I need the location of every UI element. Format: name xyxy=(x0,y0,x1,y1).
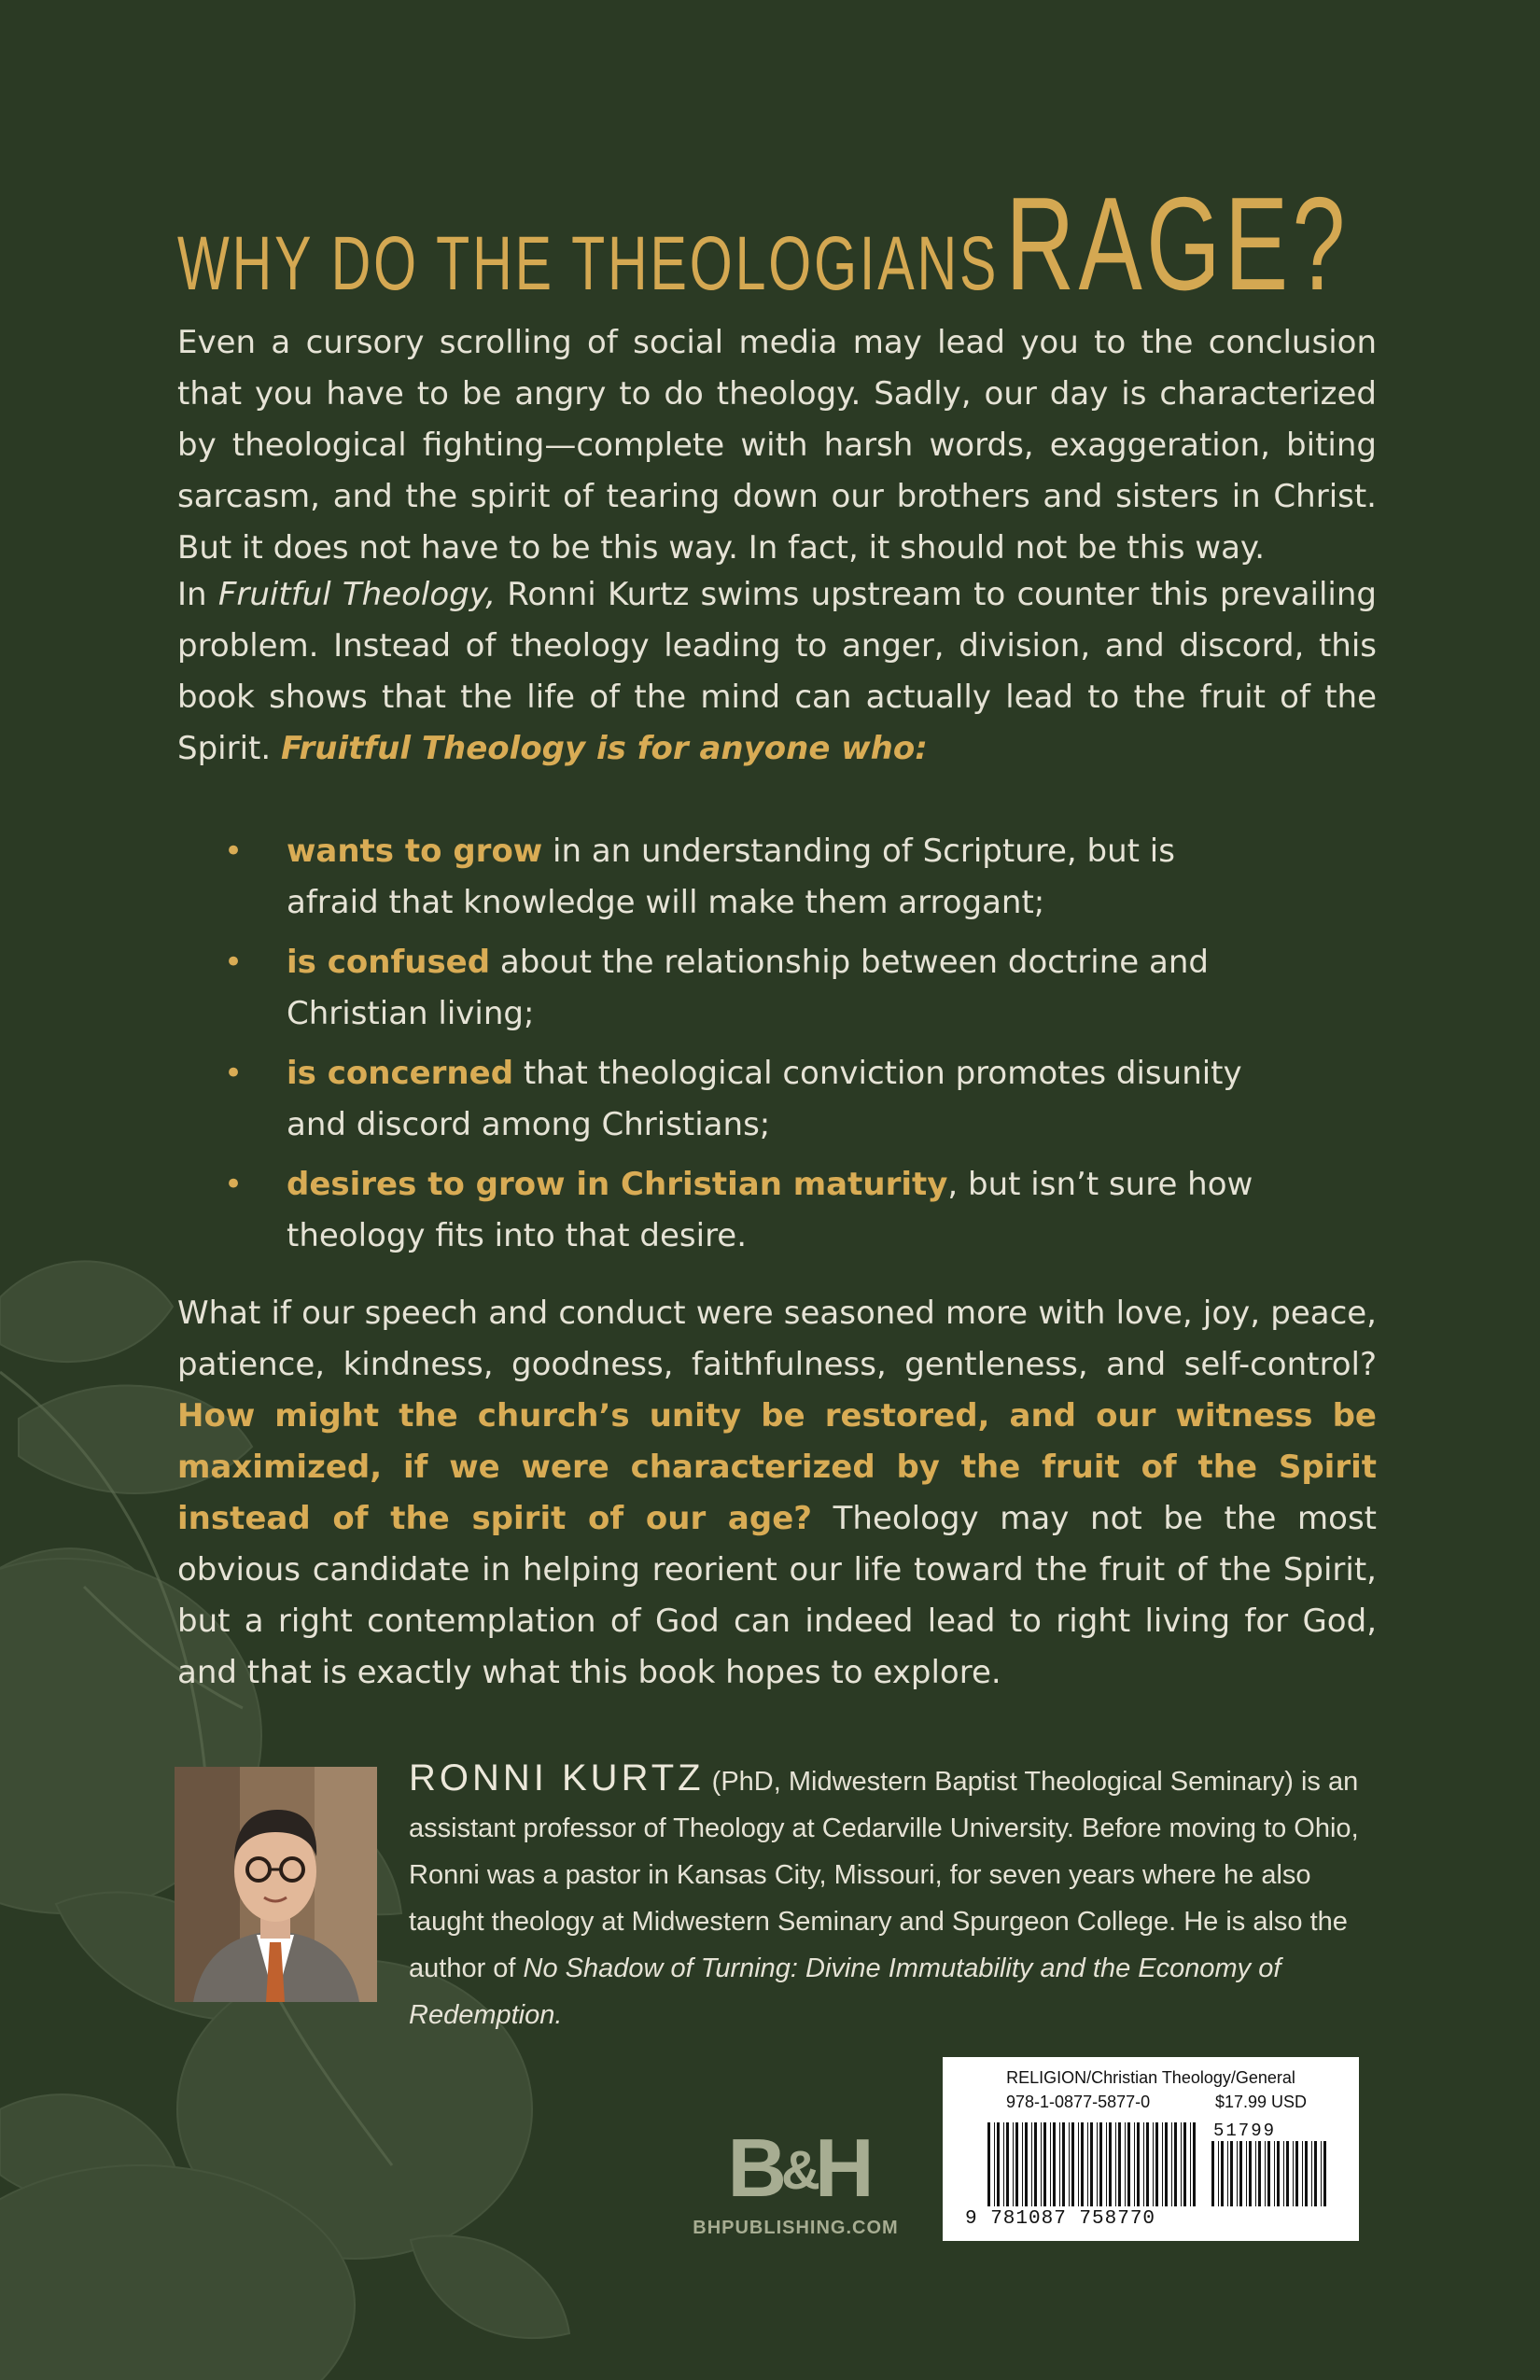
barcode-isbn: 978-1-0877-5877-0 xyxy=(1006,2093,1151,2111)
barcode-bar xyxy=(1171,2122,1172,2206)
leaf-shape xyxy=(0,1261,173,1362)
author-name: RONNI KURTZ xyxy=(409,1757,705,1799)
list-item-text: in an understanding of Scripture, but is afraid that knowledge will make them arrogant; xyxy=(287,833,1175,921)
barcode-bar xyxy=(1106,2122,1107,2206)
barcode-bar xyxy=(1109,2122,1112,2206)
book-title: Fruitful Theology, xyxy=(217,576,497,613)
logo-ampersand: & xyxy=(781,2140,815,2201)
barcode-bar xyxy=(1314,2141,1317,2206)
bullet-icon: • xyxy=(224,833,244,870)
barcode-bar xyxy=(1053,2122,1056,2206)
barcode-bar xyxy=(1081,2122,1084,2206)
para2-lead: In xyxy=(177,576,218,613)
list-item-bold: is confused xyxy=(287,944,491,981)
barcode-bar xyxy=(1286,2141,1289,2206)
barcode-bar xyxy=(1134,2122,1135,2206)
barcode-bar xyxy=(1041,2122,1042,2206)
logo-letter-h: H xyxy=(814,2121,869,2214)
barcode-bar xyxy=(1125,2122,1126,2206)
barcode-bar xyxy=(1227,2141,1228,2206)
barcode-bar xyxy=(1321,2141,1322,2206)
barcode-bar xyxy=(1013,2122,1014,2206)
barcode-bar xyxy=(1311,2141,1312,2206)
list-item xyxy=(224,937,1260,1040)
bullet-icon: • xyxy=(224,1166,244,1203)
barcode-bar xyxy=(1155,2122,1158,2206)
barcode-bar xyxy=(1211,2141,1214,2206)
barcode-bar xyxy=(1031,2122,1032,2206)
barcode-bar xyxy=(1293,2141,1294,2206)
barcode-bar xyxy=(1295,2141,1298,2206)
list-item-bold: desires to grow in Christian maturity xyxy=(287,1166,948,1203)
barcode-bar xyxy=(1323,2141,1326,2206)
barcode-price: $17.99 USD xyxy=(1215,2093,1308,2111)
barcode-category: RELIGION/Christian Theology/General xyxy=(1006,2068,1295,2087)
para2-body: Ronni Kurtz swims upstream to counter this prevailing problem. Instead of theology leading to anger, division, and discord, this book shows that the life of the mind can actually lead to the fruit of the Spirit. xyxy=(177,576,1377,767)
para3-emphasis: How might the church’s unity be restored, and our witness be maximized, if we were characterized by the fruit of the Spirit instead of the spirit of our age? xyxy=(177,1397,1377,1537)
author-bio-text: (PhD, Midwestern Baptist Theological Seminary) is an assistant professor of Theology at Cedarville University. Before moving to Ohio, Ronni was a pastor in Kansas City, Missouri, for seven years where he also taught theology at Midwestern Seminary and Spurgeon College. He is also the author of xyxy=(409,1767,1359,1983)
barcode-bar xyxy=(1162,2122,1163,2206)
bh-logo-icon xyxy=(723,2121,873,2214)
barcode-bar xyxy=(1190,2122,1191,2206)
headline-small: WHY DO THE THEOLOGIANS xyxy=(177,221,1000,306)
headline-big: RAGE? xyxy=(1005,170,1350,318)
barcode-bar xyxy=(1069,2122,1070,2206)
barcode-bar xyxy=(1090,2122,1093,2206)
bullet-icon: • xyxy=(224,944,244,981)
barcode-bar xyxy=(1277,2141,1280,2206)
para2-emphasis: Fruitful Theology is for anyone who: xyxy=(280,730,928,767)
headline xyxy=(177,168,1350,321)
barcode-bar xyxy=(987,2122,990,2206)
logo-letter-b: B xyxy=(727,2121,782,2214)
barcode-bar xyxy=(1115,2122,1116,2206)
barcode-bar xyxy=(1006,2122,1009,2206)
intro-paragraph: Even a cursory scrolling of social media may lead you to the conclusion that you have to be angry to do theology. Sadly, our day is characterized by theological fighting—complete with harsh words, exaggeration, biting sarcasm, and the spirit of tearing down our brothers and sisters in Christ. But it does not have to be this way. In fact, it should not be this way. xyxy=(177,324,1377,567)
barcode-bar xyxy=(1015,2122,1018,2206)
barcode-bar xyxy=(1043,2122,1046,2206)
barcode-bar xyxy=(994,2122,995,2206)
barcode-label xyxy=(943,2057,1359,2241)
list-item xyxy=(224,1048,1260,1151)
barcode-bar xyxy=(1237,2141,1238,2206)
barcode-bar xyxy=(1165,2122,1168,2206)
list-item-text: that theological conviction promotes disunity and discord among Christians; xyxy=(287,1055,1242,1143)
barcode-bar xyxy=(1193,2122,1196,2206)
barcode-bar xyxy=(1146,2122,1149,2206)
barcode-bar xyxy=(1255,2141,1256,2206)
list-item xyxy=(224,1159,1260,1262)
closing-paragraph xyxy=(177,1288,1377,1699)
barcode-bar xyxy=(1071,2122,1074,2206)
list-item-bold: is concerned xyxy=(287,1055,514,1092)
barcode-bar xyxy=(1062,2122,1065,2206)
barcode-bar xyxy=(1143,2122,1144,2206)
barcode-bar xyxy=(1305,2141,1308,2206)
publisher-url: BHPUBLISHING.COM xyxy=(693,2218,899,2238)
barcode-bar xyxy=(1127,2122,1130,2206)
barcode-bar xyxy=(1025,2122,1028,2206)
barcode-addon: 51799 xyxy=(1213,2121,1277,2141)
barcode-bar xyxy=(1059,2122,1060,2206)
barcode-bar xyxy=(1034,2122,1037,2206)
barcode-bar xyxy=(1246,2141,1247,2206)
barcode-bar xyxy=(1174,2122,1177,2206)
author-other-book: No Shadow of Turning: Divine Immutability and the Economy of Redemption. xyxy=(409,1953,1281,2030)
barcode-bar xyxy=(1078,2122,1079,2206)
barcode-bar xyxy=(1003,2122,1004,2206)
author-photo xyxy=(175,1767,377,2002)
barcode-bar xyxy=(1153,2122,1154,2206)
barcode-bar xyxy=(1258,2141,1261,2206)
barcode-bar xyxy=(1283,2141,1284,2206)
barcode-digits: 9 781087 758770 xyxy=(965,2208,1156,2230)
barcode-bar xyxy=(1265,2141,1266,2206)
barcode-bar xyxy=(1239,2141,1242,2206)
barcode-bar xyxy=(1137,2122,1140,2206)
barcode-bar xyxy=(1022,2122,1023,2206)
audience-list xyxy=(224,826,1260,1270)
barcode-bar xyxy=(1087,2122,1088,2206)
author-bio xyxy=(409,1755,1365,2038)
barcode-bar xyxy=(1118,2122,1121,2206)
barcode-bar xyxy=(1099,2122,1102,2206)
barcode-bar xyxy=(997,2122,1000,2206)
barcode-bar xyxy=(1230,2141,1233,2206)
barcode-bar xyxy=(1249,2141,1252,2206)
bullet-icon: • xyxy=(224,1055,244,1092)
barcode-bar xyxy=(1274,2141,1275,2206)
list-item-bold: wants to grow xyxy=(287,833,543,870)
barcode-bar xyxy=(1050,2122,1051,2206)
para3-rest: Theology may not be the most obvious candidate in helping reorient our life toward the fruit of the Spirit, but a right contemplation of God can indeed lead to right living for God, and that is exactly what this book hopes to explore. xyxy=(177,1500,1377,1691)
barcode-bar xyxy=(1097,2122,1098,2206)
barcode-bar xyxy=(1302,2141,1303,2206)
publisher-logo xyxy=(672,2121,919,2243)
list-item-text: about the relationship between doctrine and Christian living; xyxy=(287,944,1209,1032)
barcode-bar xyxy=(1181,2122,1182,2206)
para3-lead: What if our speech and conduct were seasoned more with love, joy, peace, patience, kindness, goodness, faithfulness, gentleness, and self-control? xyxy=(177,1295,1377,1383)
leaf-shape xyxy=(411,2236,569,2339)
description-paragraph xyxy=(177,569,1377,775)
list-item-text: , but isn’t sure how theology fits into that desire. xyxy=(287,1166,1253,1254)
list-item xyxy=(224,826,1260,929)
barcode-bar xyxy=(1267,2141,1270,2206)
barcode-bar xyxy=(1221,2141,1224,2206)
barcode-bar xyxy=(1183,2122,1186,2206)
barcode-bar xyxy=(1218,2141,1219,2206)
